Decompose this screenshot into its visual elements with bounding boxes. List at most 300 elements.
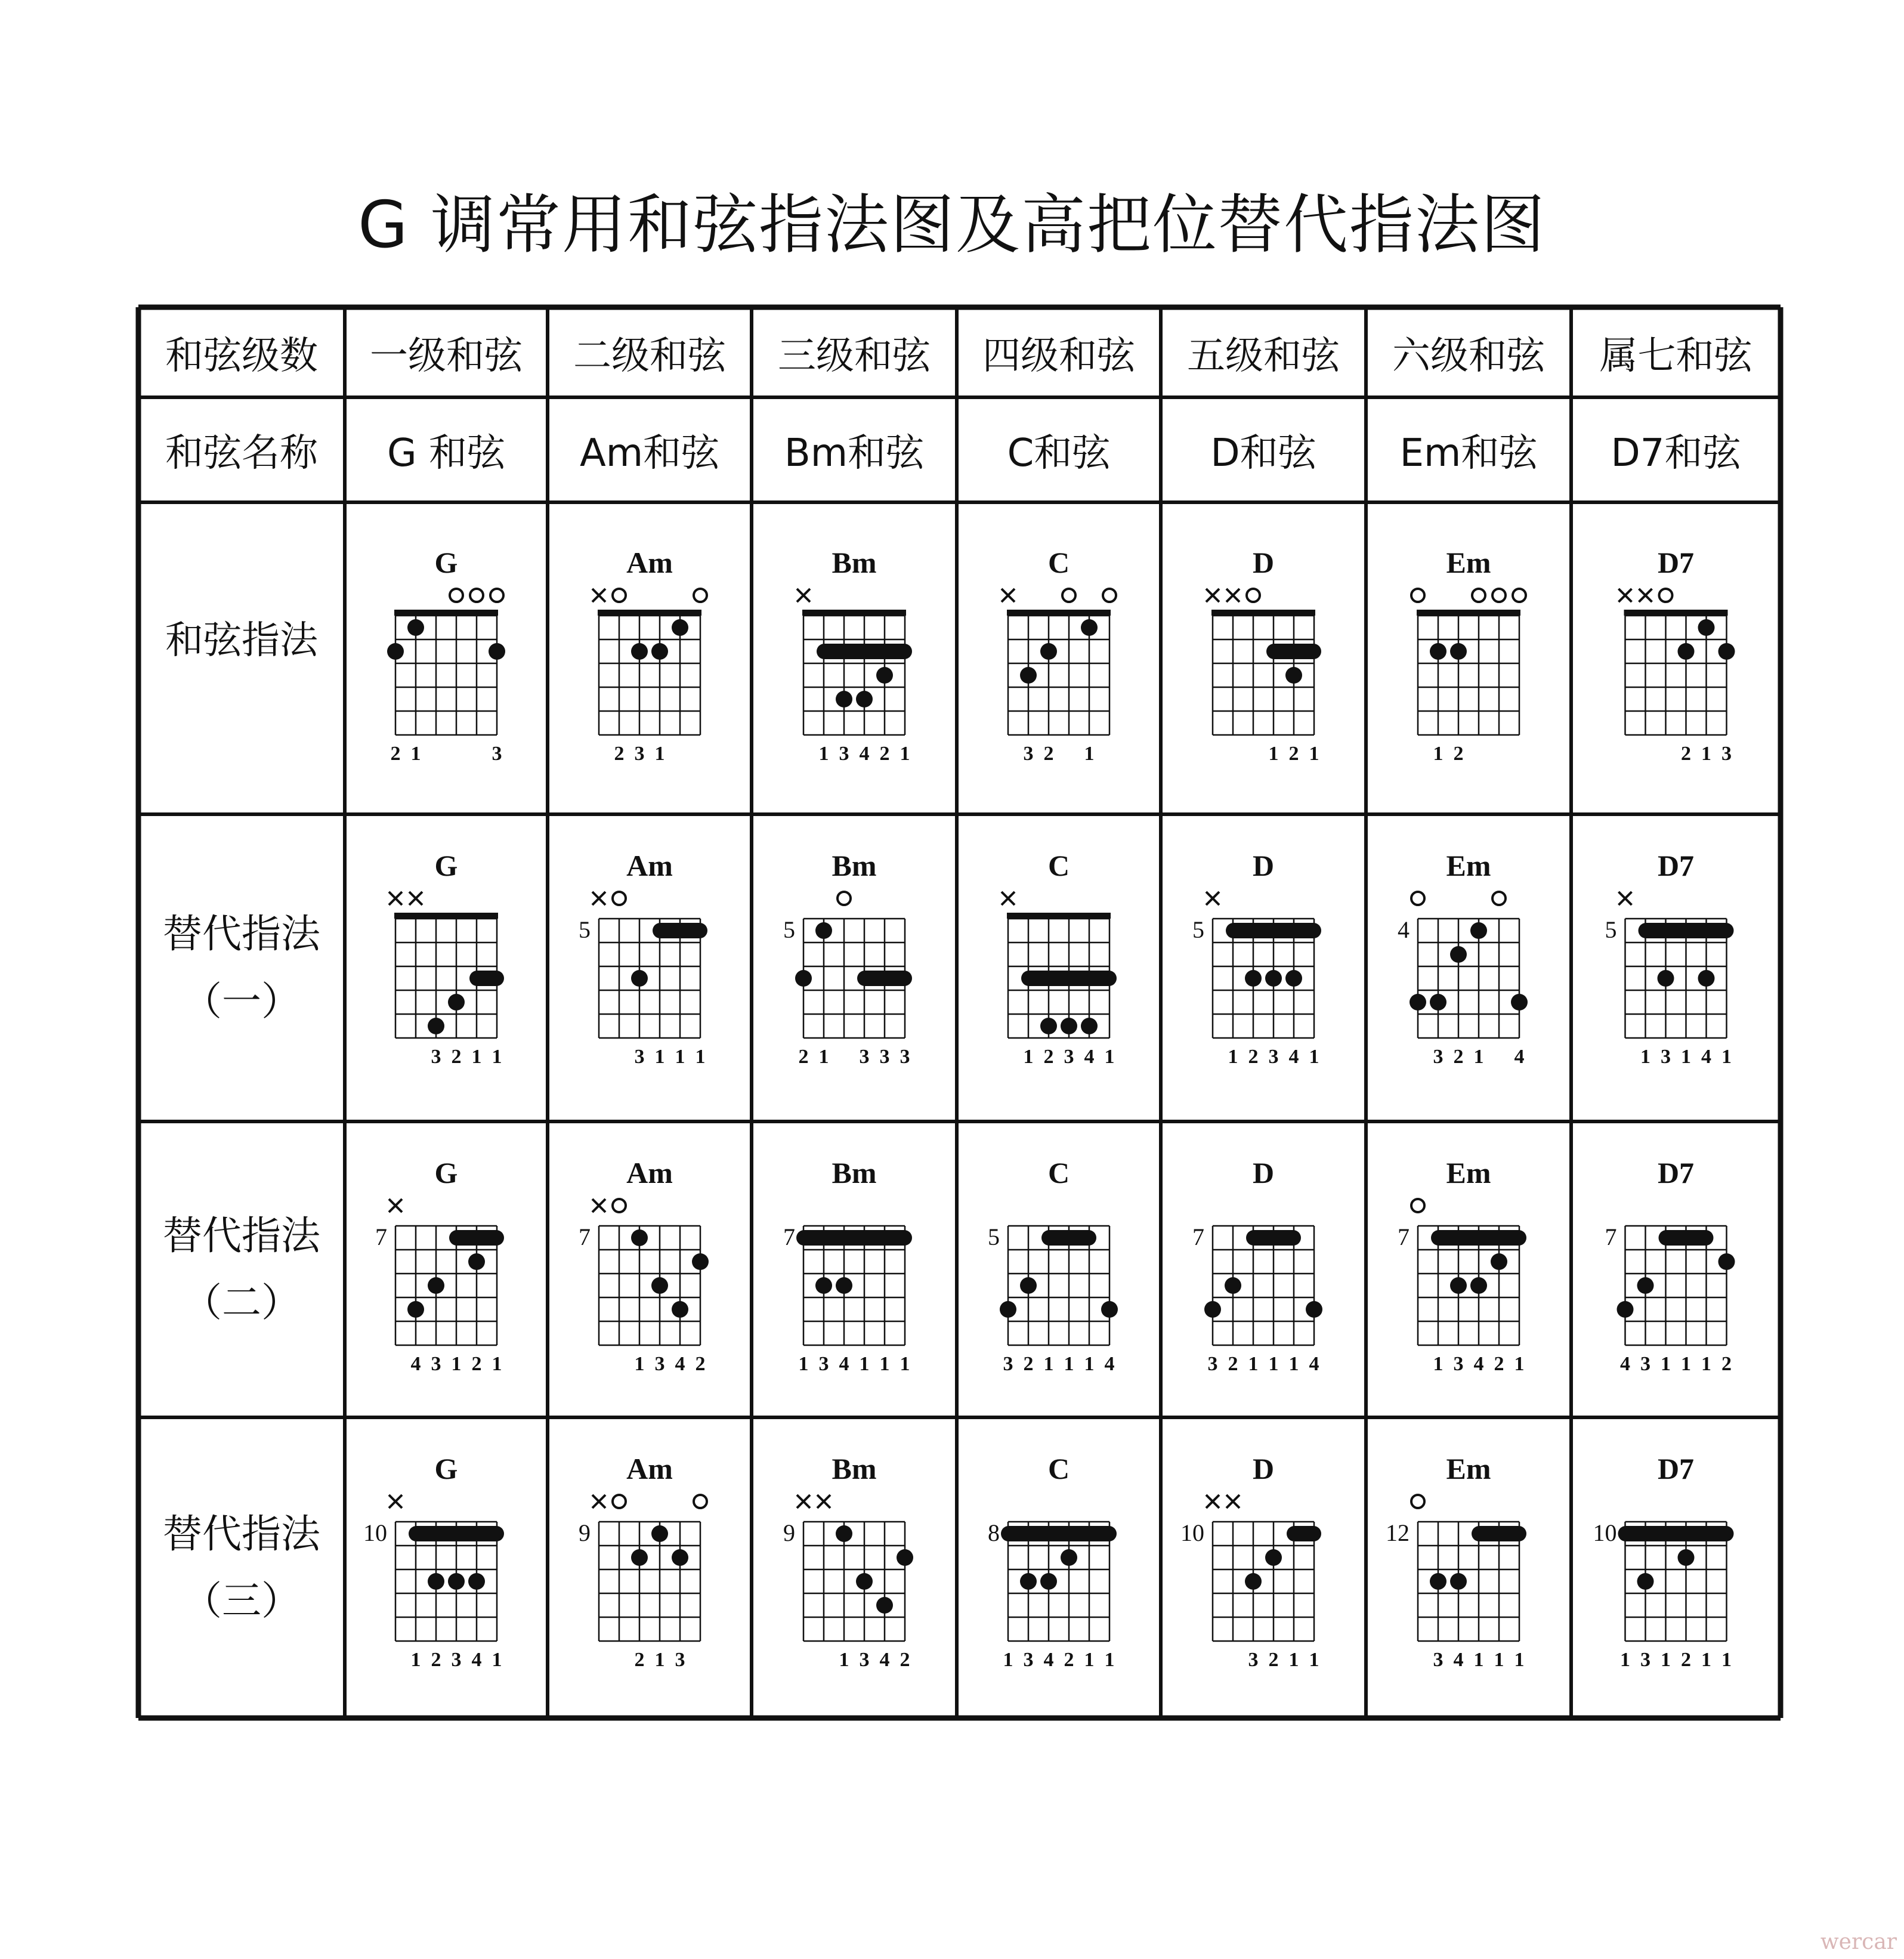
open-string-icon — [1492, 589, 1506, 602]
finger-number: 1 — [634, 1353, 645, 1375]
finger-number: 1 — [1309, 743, 1319, 765]
finger-number: 4 — [1620, 1353, 1630, 1375]
finger-dot — [1658, 970, 1674, 987]
chord-diagram-name: C — [1047, 1156, 1070, 1189]
finger-number: 2 — [1064, 1649, 1074, 1671]
row-header-line: 替代指法 — [163, 1510, 320, 1557]
finger-number: 4 — [1453, 1649, 1464, 1671]
finger-number: 1 — [1104, 1046, 1115, 1068]
muted-string-icon — [1226, 1495, 1240, 1508]
finger-number: 1 — [1288, 1353, 1299, 1375]
finger-number: 3 — [675, 1649, 685, 1671]
finger-number: 4 — [879, 1649, 890, 1671]
degree-header: 四级和弦 — [982, 333, 1135, 378]
fret-number: 10 — [1180, 1519, 1204, 1546]
finger-number: 1 — [451, 1353, 462, 1375]
finger-number: 1 — [1084, 1353, 1095, 1375]
chord-diagram-name: D7 — [1657, 1452, 1695, 1485]
fret-number: 7 — [1398, 1223, 1410, 1250]
muted-string-icon — [592, 1199, 605, 1212]
nut-bar — [598, 610, 701, 616]
page-title: G 调常用和弦指法图及高把位替代指法图 — [357, 188, 1547, 262]
finger-dot — [1306, 1301, 1322, 1318]
chord-name-header: D7和弦 — [1611, 431, 1741, 475]
barre-mark — [1266, 644, 1321, 659]
finger-number: 1 — [471, 1046, 482, 1068]
finger-number: 2 — [1681, 743, 1691, 765]
finger-number: 1 — [798, 1353, 809, 1375]
muted-string-icon — [389, 1199, 402, 1212]
barre-mark — [1618, 1526, 1734, 1541]
finger-number: 2 — [1043, 1046, 1054, 1068]
open-string-icon — [450, 589, 463, 602]
finger-number: 1 — [859, 1353, 870, 1375]
muted-string-icon — [817, 1495, 830, 1508]
finger-number: 1 — [1473, 1649, 1484, 1671]
chord-diagram-G — [387, 546, 505, 765]
finger-number: 3 — [1433, 1649, 1444, 1671]
finger-number: 1 — [1043, 1353, 1054, 1375]
fret-number: 8 — [988, 1519, 1000, 1546]
chord-diagram-name: D7 — [1657, 546, 1695, 579]
finger-number: 1 — [695, 1046, 706, 1068]
finger-dot — [836, 1525, 852, 1542]
finger-dot — [651, 1525, 668, 1542]
muted-string-icon — [409, 892, 422, 905]
finger-dot — [1225, 1277, 1241, 1294]
chord-diagram-name: C — [1047, 546, 1070, 579]
finger-dot — [489, 643, 505, 660]
muted-string-icon — [389, 1495, 402, 1508]
open-string-icon — [1411, 1495, 1424, 1508]
finger-dot — [468, 1573, 485, 1590]
finger-number: 1 — [1701, 1353, 1711, 1375]
finger-number: 3 — [492, 743, 502, 765]
finger-dot — [1265, 970, 1282, 987]
finger-number: 1 — [492, 1649, 502, 1671]
finger-dot — [631, 1229, 648, 1246]
chord-diagram-name: G — [434, 546, 458, 579]
fret-number: 7 — [375, 1223, 387, 1250]
nut-bar — [394, 610, 498, 616]
chord-name-header: Am和弦 — [579, 431, 720, 475]
finger-dot — [1470, 922, 1487, 939]
finger-number: 3 — [879, 1046, 890, 1068]
finger-dot — [1491, 1253, 1507, 1270]
chord-name-header: G 和弦 — [387, 431, 505, 475]
finger-dot — [1020, 1277, 1037, 1294]
finger-dot — [651, 643, 668, 660]
chord-diagram-name: D — [1252, 849, 1275, 882]
finger-number: 2 — [634, 1649, 645, 1671]
finger-dot — [672, 1301, 688, 1318]
finger-dot — [1617, 1301, 1634, 1318]
row-header-name: 和弦名称 — [165, 431, 318, 475]
fret-number: 5 — [579, 916, 591, 943]
finger-number: 1 — [675, 1046, 685, 1068]
barre-mark — [1659, 1230, 1714, 1246]
finger-number: 3 — [1023, 743, 1034, 765]
finger-number: 2 — [1023, 1353, 1034, 1375]
finger-number: 1 — [1003, 1649, 1013, 1671]
barre-mark — [1639, 923, 1734, 938]
nut-bar — [802, 610, 906, 616]
fret-number: 5 — [783, 916, 795, 943]
nut-bar — [1211, 610, 1315, 616]
barre-mark — [653, 923, 707, 938]
finger-dot — [1450, 946, 1467, 963]
open-string-icon — [613, 1199, 626, 1212]
chord-diagram-C — [1002, 849, 1117, 1068]
chord-diagram-D7 — [1619, 546, 1735, 765]
finger-dot — [795, 970, 812, 987]
fret-number: 12 — [1386, 1519, 1410, 1546]
fret-number: 7 — [783, 1223, 795, 1250]
finger-number: 1 — [1494, 1649, 1504, 1671]
chord-diagram-Em — [1411, 546, 1526, 765]
finger-number: 4 — [1514, 1046, 1525, 1068]
finger-number: 4 — [1288, 1046, 1299, 1068]
finger-dot — [387, 643, 404, 660]
finger-number: 3 — [839, 743, 849, 765]
open-string-icon — [1103, 589, 1116, 602]
row-header-alt2 — [138, 1121, 345, 1417]
finger-dot — [1698, 970, 1715, 987]
muted-string-icon — [1206, 589, 1219, 602]
finger-number: 3 — [1248, 1649, 1259, 1671]
open-string-icon — [613, 1495, 626, 1508]
barre-mark — [1001, 1526, 1117, 1541]
finger-number: 1 — [654, 1649, 665, 1671]
finger-dot — [836, 691, 852, 707]
chord-diagram-name: G — [434, 1156, 458, 1189]
row-header-degree: 和弦级数 — [165, 333, 318, 378]
finger-dot — [1511, 994, 1528, 1011]
chord-name-header: D和弦 — [1210, 431, 1316, 475]
open-string-icon — [470, 589, 483, 602]
chord-diagram-Am — [592, 546, 707, 765]
finger-number: 2 — [695, 1353, 706, 1375]
finger-number: 2 — [431, 1649, 441, 1671]
finger-number: 3 — [859, 1649, 870, 1671]
finger-dot — [1698, 619, 1715, 636]
finger-number: 1 — [1309, 1046, 1319, 1068]
chord-diagram-name: Am — [626, 546, 673, 579]
finger-number: 2 — [798, 1046, 809, 1068]
finger-number: 1 — [818, 743, 829, 765]
finger-number: 4 — [1473, 1353, 1484, 1375]
finger-dot — [1637, 1573, 1654, 1590]
finger-dot — [672, 1549, 688, 1566]
finger-number: 3 — [1453, 1353, 1464, 1375]
open-string-icon — [1659, 589, 1673, 602]
fret-number: 5 — [1192, 916, 1204, 943]
muted-string-icon — [592, 892, 605, 905]
finger-number: 2 — [1721, 1353, 1732, 1375]
finger-dot — [1637, 1277, 1654, 1294]
chord-diagram-D — [1180, 1452, 1321, 1671]
degree-header: 三级和弦 — [778, 333, 931, 378]
open-string-icon — [837, 892, 851, 905]
finger-dot — [1678, 643, 1695, 660]
nut-bar — [1417, 610, 1520, 616]
finger-number: 3 — [634, 1046, 645, 1068]
finger-dot — [672, 619, 688, 636]
chord-diagram-name: Em — [1446, 849, 1491, 882]
finger-number: 1 — [1433, 1353, 1444, 1375]
muted-string-icon — [1206, 892, 1219, 905]
finger-number: 1 — [1681, 1353, 1691, 1375]
row-header-line: （一） — [183, 978, 301, 1024]
open-string-icon — [694, 589, 707, 602]
finger-dot — [1678, 1549, 1695, 1566]
chord-diagram-name: D7 — [1657, 849, 1695, 882]
finger-dot — [856, 691, 873, 707]
open-string-icon — [1062, 589, 1075, 602]
finger-dot — [1204, 1301, 1221, 1318]
finger-number: 2 — [1248, 1046, 1259, 1068]
finger-number: 3 — [1023, 1649, 1034, 1671]
finger-number: 3 — [1003, 1353, 1013, 1375]
finger-number: 3 — [634, 743, 645, 765]
barre-mark — [796, 1230, 912, 1246]
finger-dot — [468, 1253, 485, 1270]
chord-diagram-D7 — [1605, 849, 1734, 1068]
finger-number: 3 — [1640, 1649, 1650, 1671]
finger-number: 2 — [1288, 743, 1299, 765]
finger-number: 3 — [1268, 1046, 1279, 1068]
chord-diagram-Bm — [783, 849, 912, 1068]
chord-diagram-Em — [1398, 849, 1528, 1068]
barre-mark — [1041, 1230, 1096, 1246]
finger-dot — [1000, 1301, 1016, 1318]
finger-dot — [1081, 1018, 1098, 1034]
finger-dot — [1040, 1018, 1057, 1034]
watermark: wercar — [1820, 1930, 1897, 1954]
chord-diagram-Am — [579, 1156, 709, 1375]
finger-number: 4 — [1104, 1353, 1115, 1375]
chord-diagram-D7 — [1605, 1156, 1735, 1375]
finger-number: 1 — [410, 1649, 421, 1671]
degree-header: 一级和弦 — [370, 333, 523, 378]
finger-dot — [448, 1573, 465, 1590]
chord-diagram-G — [375, 1156, 504, 1375]
finger-number: 3 — [431, 1353, 441, 1375]
finger-dot — [1450, 643, 1467, 660]
finger-dot — [631, 970, 648, 987]
chord-diagram-Bm — [783, 1452, 913, 1671]
finger-dot — [1718, 643, 1735, 660]
fret-number: 5 — [1605, 916, 1617, 943]
finger-number: 1 — [1309, 1649, 1319, 1671]
chord-diagram-Bm — [783, 1156, 912, 1375]
finger-number: 1 — [1268, 743, 1279, 765]
finger-number: 3 — [818, 1353, 829, 1375]
chord-diagram-D — [1206, 546, 1321, 765]
finger-dot — [407, 619, 424, 636]
finger-dot — [815, 922, 832, 939]
finger-dot — [1285, 667, 1302, 684]
finger-dot — [1450, 1277, 1467, 1294]
row-header-fingering: 和弦指法 — [165, 619, 318, 663]
finger-number: 1 — [1248, 1353, 1259, 1375]
finger-number: 2 — [1494, 1353, 1504, 1375]
finger-number: 3 — [1064, 1046, 1074, 1068]
finger-number: 2 — [1453, 1046, 1464, 1068]
finger-dot — [1061, 1018, 1077, 1034]
finger-number: 1 — [1661, 1649, 1671, 1671]
chord-diagram-D — [1192, 1156, 1322, 1375]
finger-dot — [448, 994, 465, 1011]
finger-dot — [692, 1253, 709, 1270]
fret-number: 4 — [1398, 916, 1410, 943]
chord-diagram-name: C — [1047, 1452, 1070, 1485]
muted-string-icon — [592, 1495, 605, 1508]
open-string-icon — [490, 589, 503, 602]
finger-number: 4 — [1043, 1649, 1054, 1671]
finger-number: 1 — [818, 1046, 829, 1068]
open-string-icon — [613, 892, 626, 905]
open-string-icon — [613, 589, 626, 602]
finger-number: 1 — [1514, 1649, 1525, 1671]
row-header-line: （二） — [183, 1280, 301, 1325]
finger-dot — [631, 1549, 648, 1566]
finger-number: 2 — [614, 743, 625, 765]
chord-diagram-name: D — [1252, 1452, 1275, 1485]
muted-string-icon — [1226, 589, 1240, 602]
finger-number: 1 — [1640, 1046, 1650, 1068]
finger-number: 3 — [1721, 743, 1732, 765]
finger-dot — [1081, 619, 1098, 636]
finger-number: 4 — [675, 1353, 685, 1375]
finger-number: 3 — [1433, 1046, 1444, 1068]
fret-number: 7 — [1192, 1223, 1204, 1250]
muted-string-icon — [592, 589, 605, 602]
finger-dot — [1430, 643, 1446, 660]
muted-string-icon — [797, 589, 810, 602]
barre-mark — [1472, 1526, 1526, 1541]
degree-header: 属七和弦 — [1599, 333, 1752, 378]
nut-bar — [1007, 913, 1111, 919]
finger-number: 1 — [1288, 1649, 1299, 1671]
chord-diagram-Em — [1386, 1452, 1526, 1671]
finger-number: 1 — [1701, 743, 1711, 765]
finger-number: 1 — [1681, 1046, 1691, 1068]
chord-diagram-name: Em — [1446, 1156, 1491, 1189]
open-string-icon — [1472, 589, 1485, 602]
chord-diagram-G — [389, 849, 504, 1068]
finger-number: 1 — [1701, 1649, 1711, 1671]
chord-diagram-name: Am — [626, 1156, 673, 1189]
finger-dot — [1020, 1573, 1037, 1590]
barre-mark — [469, 971, 504, 986]
fret-number: 7 — [579, 1223, 591, 1250]
finger-dot — [1718, 1253, 1735, 1270]
finger-number: 1 — [654, 743, 665, 765]
finger-dot — [815, 1277, 832, 1294]
finger-number: 3 — [1661, 1046, 1671, 1068]
barre-mark — [1287, 1526, 1321, 1541]
fret-number: 10 — [363, 1519, 387, 1546]
finger-dot — [1430, 994, 1446, 1011]
nut-bar — [394, 913, 498, 919]
finger-number: 1 — [900, 1353, 910, 1375]
chord-diagram-name: Am — [626, 1452, 673, 1485]
chord-diagram-Bm — [797, 546, 912, 765]
chord-diagram-name: D7 — [1657, 1156, 1695, 1189]
chord-diagram-name: G — [434, 849, 458, 882]
row-header-alt1 — [138, 814, 345, 1121]
finger-dot — [1061, 1549, 1077, 1566]
finger-dot — [1430, 1573, 1446, 1590]
finger-dot — [428, 1277, 444, 1294]
finger-number: 2 — [1043, 743, 1054, 765]
open-string-icon — [1411, 589, 1424, 602]
chord-diagram-name: Bm — [832, 1452, 877, 1485]
finger-number: 2 — [1228, 1353, 1238, 1375]
row-header-line: 替代指法 — [163, 1212, 320, 1259]
finger-number: 4 — [471, 1649, 482, 1671]
finger-number: 1 — [1228, 1046, 1238, 1068]
barre-mark — [1226, 923, 1321, 938]
finger-number: 3 — [451, 1649, 462, 1671]
chord-diagram-name: Bm — [832, 546, 877, 579]
finger-dot — [428, 1573, 444, 1590]
chord-diagram-Am — [579, 849, 707, 1068]
finger-number: 3 — [859, 1046, 870, 1068]
chord-diagram-name: D — [1252, 1156, 1275, 1189]
finger-dot — [856, 1573, 873, 1590]
finger-dot — [1040, 1573, 1057, 1590]
finger-dot — [836, 1277, 852, 1294]
chord-diagram-Am — [579, 1452, 707, 1671]
chord-diagram-G — [363, 1452, 504, 1671]
nut-bar — [1007, 610, 1111, 616]
finger-number: 1 — [1023, 1046, 1034, 1068]
muted-string-icon — [1619, 892, 1632, 905]
row-header-line: 替代指法 — [163, 911, 320, 957]
finger-number: 1 — [1721, 1046, 1732, 1068]
barre-mark — [1246, 1230, 1301, 1246]
finger-number: 1 — [900, 743, 910, 765]
chord-diagram-C — [988, 1452, 1117, 1671]
nut-bar — [1624, 610, 1728, 616]
finger-number: 3 — [431, 1046, 441, 1068]
finger-number: 4 — [410, 1353, 421, 1375]
finger-number: 2 — [1453, 743, 1464, 765]
barre-mark — [409, 1526, 504, 1541]
finger-number: 3 — [1640, 1353, 1650, 1375]
open-string-icon — [1247, 589, 1260, 602]
finger-number: 4 — [859, 743, 870, 765]
open-string-icon — [694, 1495, 707, 1508]
fret-number: 9 — [783, 1519, 795, 1546]
finger-number: 2 — [1681, 1649, 1691, 1671]
finger-number: 4 — [1309, 1353, 1319, 1375]
muted-string-icon — [1206, 1495, 1219, 1508]
finger-dot — [1245, 970, 1262, 987]
finger-number: 2 — [390, 743, 401, 765]
finger-dot — [1470, 1277, 1487, 1294]
chord-diagram-C — [1002, 546, 1116, 765]
finger-dot — [1040, 643, 1057, 660]
barre-mark — [857, 971, 912, 986]
finger-number: 1 — [1661, 1353, 1671, 1375]
muted-string-icon — [1639, 589, 1652, 602]
finger-dot — [631, 643, 648, 660]
finger-number: 3 — [900, 1046, 910, 1068]
finger-number: 1 — [839, 1649, 849, 1671]
